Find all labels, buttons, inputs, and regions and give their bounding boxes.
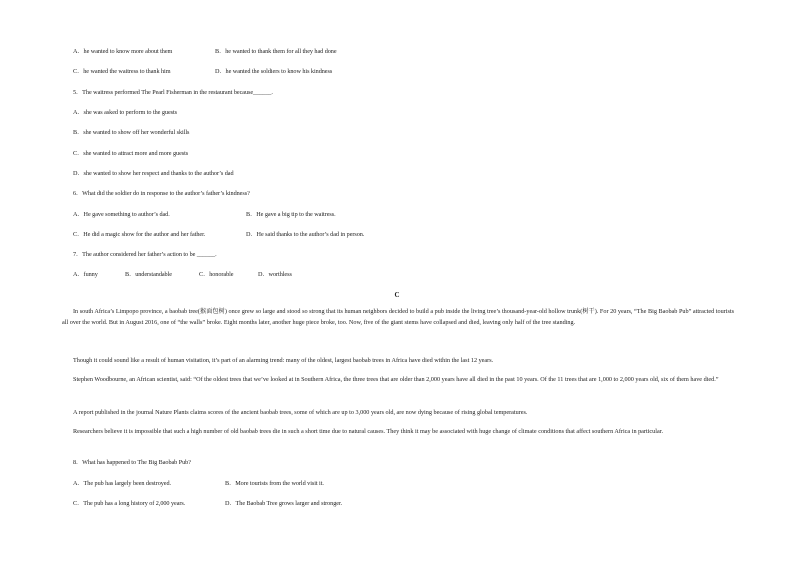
option-d: D．The Baobab Tree grows larger and stronger. xyxy=(225,500,343,507)
option-c: C．He did a magic show for the author and her father. xyxy=(73,231,206,238)
section-heading: C xyxy=(394,291,400,299)
option-b: B．understandable xyxy=(125,271,172,278)
option-line xyxy=(73,211,336,219)
option-c: C．The pub has a long history of 2,000 years. xyxy=(73,500,186,507)
option-a: A．The pub has largely been destroyed. xyxy=(73,480,172,487)
option-a: A．he wanted to know more about them xyxy=(73,48,173,55)
question-stem: 8．What has happened to The Big Baobab Pub? xyxy=(73,459,191,466)
option-d: D．He said thanks to the author’s dad in person. xyxy=(246,231,365,238)
option-b: B．More tourists from the world visit it. xyxy=(225,480,324,487)
passage-paragraph-2: Though it could sound like a result of human visitation, it’s part of an alarming trend: many of the oldest, largest baobab trees in Africa have died within the last 12 years. xyxy=(73,357,494,364)
passage-paragraph-1: In south Africa’s Limpopo province, a baobab tree(猴面包树) once grew so large and stood so strong that its human neighbors decided to build a pub inside the living tree’s thousand-year-old hollow trunk(树干). For 20 years, “The Big Baobab Pub” attracted tourists all over the world. But in August 2016, one of “the walls” broke. Eight months later, another huge piece broke, too. Now, five of the giant stems have collapsed and died, leaving only half of the tree standing. xyxy=(62,308,734,327)
option-d: D．worthless xyxy=(258,271,292,278)
question-stem: 7．The author considered her father’s action to be ______. xyxy=(73,251,217,258)
option-c: C．honorable xyxy=(199,271,234,278)
option-c: C．she wanted to attract more and more guests xyxy=(73,150,189,157)
option-b: B．she wanted to show off her wonderful skills xyxy=(73,129,190,136)
option-line xyxy=(73,500,343,508)
option-line xyxy=(73,480,324,488)
option-line xyxy=(73,48,337,56)
question-stem: 6．What did the soldier do in response to the author’s father’s kindness? xyxy=(73,190,250,197)
option-c: C．he wanted the waitress to thank him xyxy=(73,68,171,75)
option-a: A．funny xyxy=(73,271,98,278)
option-line xyxy=(73,231,365,239)
passage-paragraph-3: Stephen Woodbourne, an African scientist, said: “Of the oldest trees that we’ve looked at in Southern Africa, the three trees that are older than 2,000 years have all died in the past 10 years. Of the 11 trees that are 1,000 to 2,000 years old, six of them have died.” xyxy=(73,376,719,383)
option-d: D．she wanted to show her respect and thanks to the author’s dad xyxy=(73,170,234,177)
option-line xyxy=(73,68,333,76)
option-b: B．He gave a big tip to the waitress. xyxy=(246,211,336,218)
passage-paragraph-5: Researchers believe it is impossible that such a high number of old baobab trees die in such a short time due to natural causes. They think it may be associated with huge change of climate conditions that affect southern Africa in particular. xyxy=(73,428,663,435)
question-stem: 5．The waitress performed The Pearl Fisherman in the restaurant because______. xyxy=(73,89,273,96)
option-a: A．she was asked to perform to the guests xyxy=(73,109,178,116)
option-d: D．he wanted the soldiers to know his kindness xyxy=(215,68,333,75)
passage-paragraph-4: A report published in the journal Nature Plants claims scores of the ancient baobab trees, some of which are up to 3,000 years old, are now dying because of rising global temperatures. xyxy=(73,409,528,416)
option-a: A．He gave something to author’s dad. xyxy=(73,211,170,218)
option-b: B．he wanted to thank them for all they had done xyxy=(215,48,337,55)
option-line xyxy=(73,271,292,279)
